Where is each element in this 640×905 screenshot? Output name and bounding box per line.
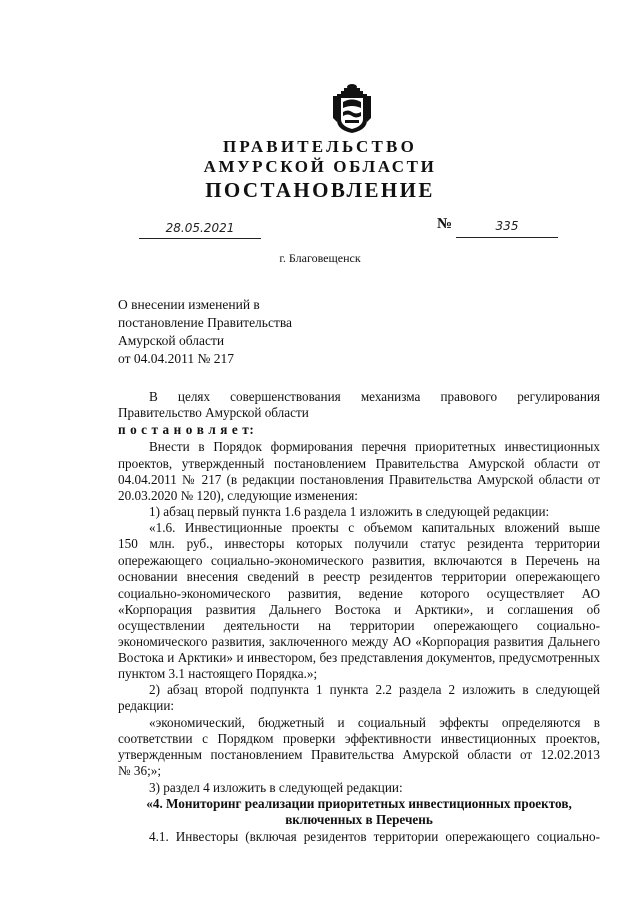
body-line: редакции: bbox=[118, 698, 175, 713]
body-line: проектов, утвержденный постановлением Правительства Амурской области от bbox=[118, 456, 600, 471]
body-line: пунктом 3.1 настоящего Порядка.»; bbox=[118, 666, 318, 681]
body-line: В целях совершенствования механизма правового регулирования bbox=[149, 389, 600, 404]
subject-line: О внесении изменений в bbox=[118, 297, 260, 312]
body-line: 2) абзац второй подпункта 1 пункта 2.2 раздела 2 изложить в следующей bbox=[149, 682, 600, 697]
document-date: 28.05.2021 bbox=[139, 221, 261, 239]
body-line: 04.04.2011 № 217 (в редакции постановления Правительства Амурской области от bbox=[118, 472, 600, 487]
body-line: основании внесения сведений в реестр резидентов территории опережающего bbox=[118, 569, 600, 584]
document-number: 335 bbox=[456, 219, 558, 238]
city: г. Благовещенск bbox=[279, 251, 361, 265]
subject-line: от 04.04.2011 № 217 bbox=[118, 351, 234, 366]
body-line: «1.6. Инвестиционные проекты с объемом капитальных вложений выше bbox=[149, 520, 600, 535]
body-line: соответствии с Порядком проверки эффективности инвестиционных проектов, bbox=[118, 731, 600, 746]
body-line: 3) раздел 4 изложить в следующей редакции: bbox=[149, 780, 403, 795]
subject-line: Амурской области bbox=[118, 333, 225, 348]
coat-of-arms-icon bbox=[331, 82, 373, 134]
body-line: опережающего социально-экономического развития, включаются в Перечень на bbox=[118, 553, 600, 568]
body-line: «экономический, бюджетный и социальный эффекты определяются в bbox=[149, 715, 600, 730]
body-line: 1) абзац первый пункта 1.6 раздела 1 изложить в следующей редакции: bbox=[149, 504, 550, 519]
subject-line: постановление Правительства bbox=[118, 315, 293, 330]
org-name-line1: ПРАВИТЕЛЬСТВО bbox=[223, 137, 417, 156]
body-line: Правительство Амурской области bbox=[118, 405, 309, 420]
body-line: 4.1. Инвесторы (включая резидентов территории опережающего социально- bbox=[149, 829, 600, 844]
body-line: социально-экономического развития, ведение которого осуществляет АО bbox=[118, 586, 600, 601]
section-heading: «4. Мониторинг реализации приоритетных инвестиционных проектов, bbox=[146, 796, 572, 811]
body-line: 150 млн. руб., инвесторы которых получили статус резидента территории bbox=[118, 536, 600, 551]
number-label: № bbox=[437, 216, 453, 232]
body-line: Внести в Порядок формирования перечня приоритетных инвестиционных bbox=[149, 439, 600, 454]
body-line: «Корпорация развития Дальнего Востока и Арктики», и соглашения об bbox=[118, 602, 600, 617]
body-line: утвержденным постановлением Правительства Амурской области от 12.02.2013 bbox=[118, 747, 600, 762]
document-type-title: ПОСТАНОВЛЕНИЕ bbox=[205, 178, 435, 202]
body-line: № 36;»; bbox=[118, 763, 161, 778]
body-line: 20.03.2020 № 120), следующие изменения: bbox=[118, 488, 358, 503]
org-name-line2: АМУРСКОЙ ОБЛАСТИ bbox=[203, 157, 437, 176]
body-line: экономического развития, заключенного между АО «Корпорация развития Дальнего bbox=[118, 634, 600, 649]
document-subject bbox=[118, 296, 292, 368]
body-line: осуществлении деятельности на территории опережающего социально- bbox=[118, 618, 600, 633]
body-line: Востока и Арктики» и инвестором, без представления документов, предусмотренных bbox=[118, 650, 600, 665]
section-heading: включенных в Перечень bbox=[285, 812, 433, 827]
resolution-word: п о с т а н о в л я е т: bbox=[118, 422, 255, 437]
